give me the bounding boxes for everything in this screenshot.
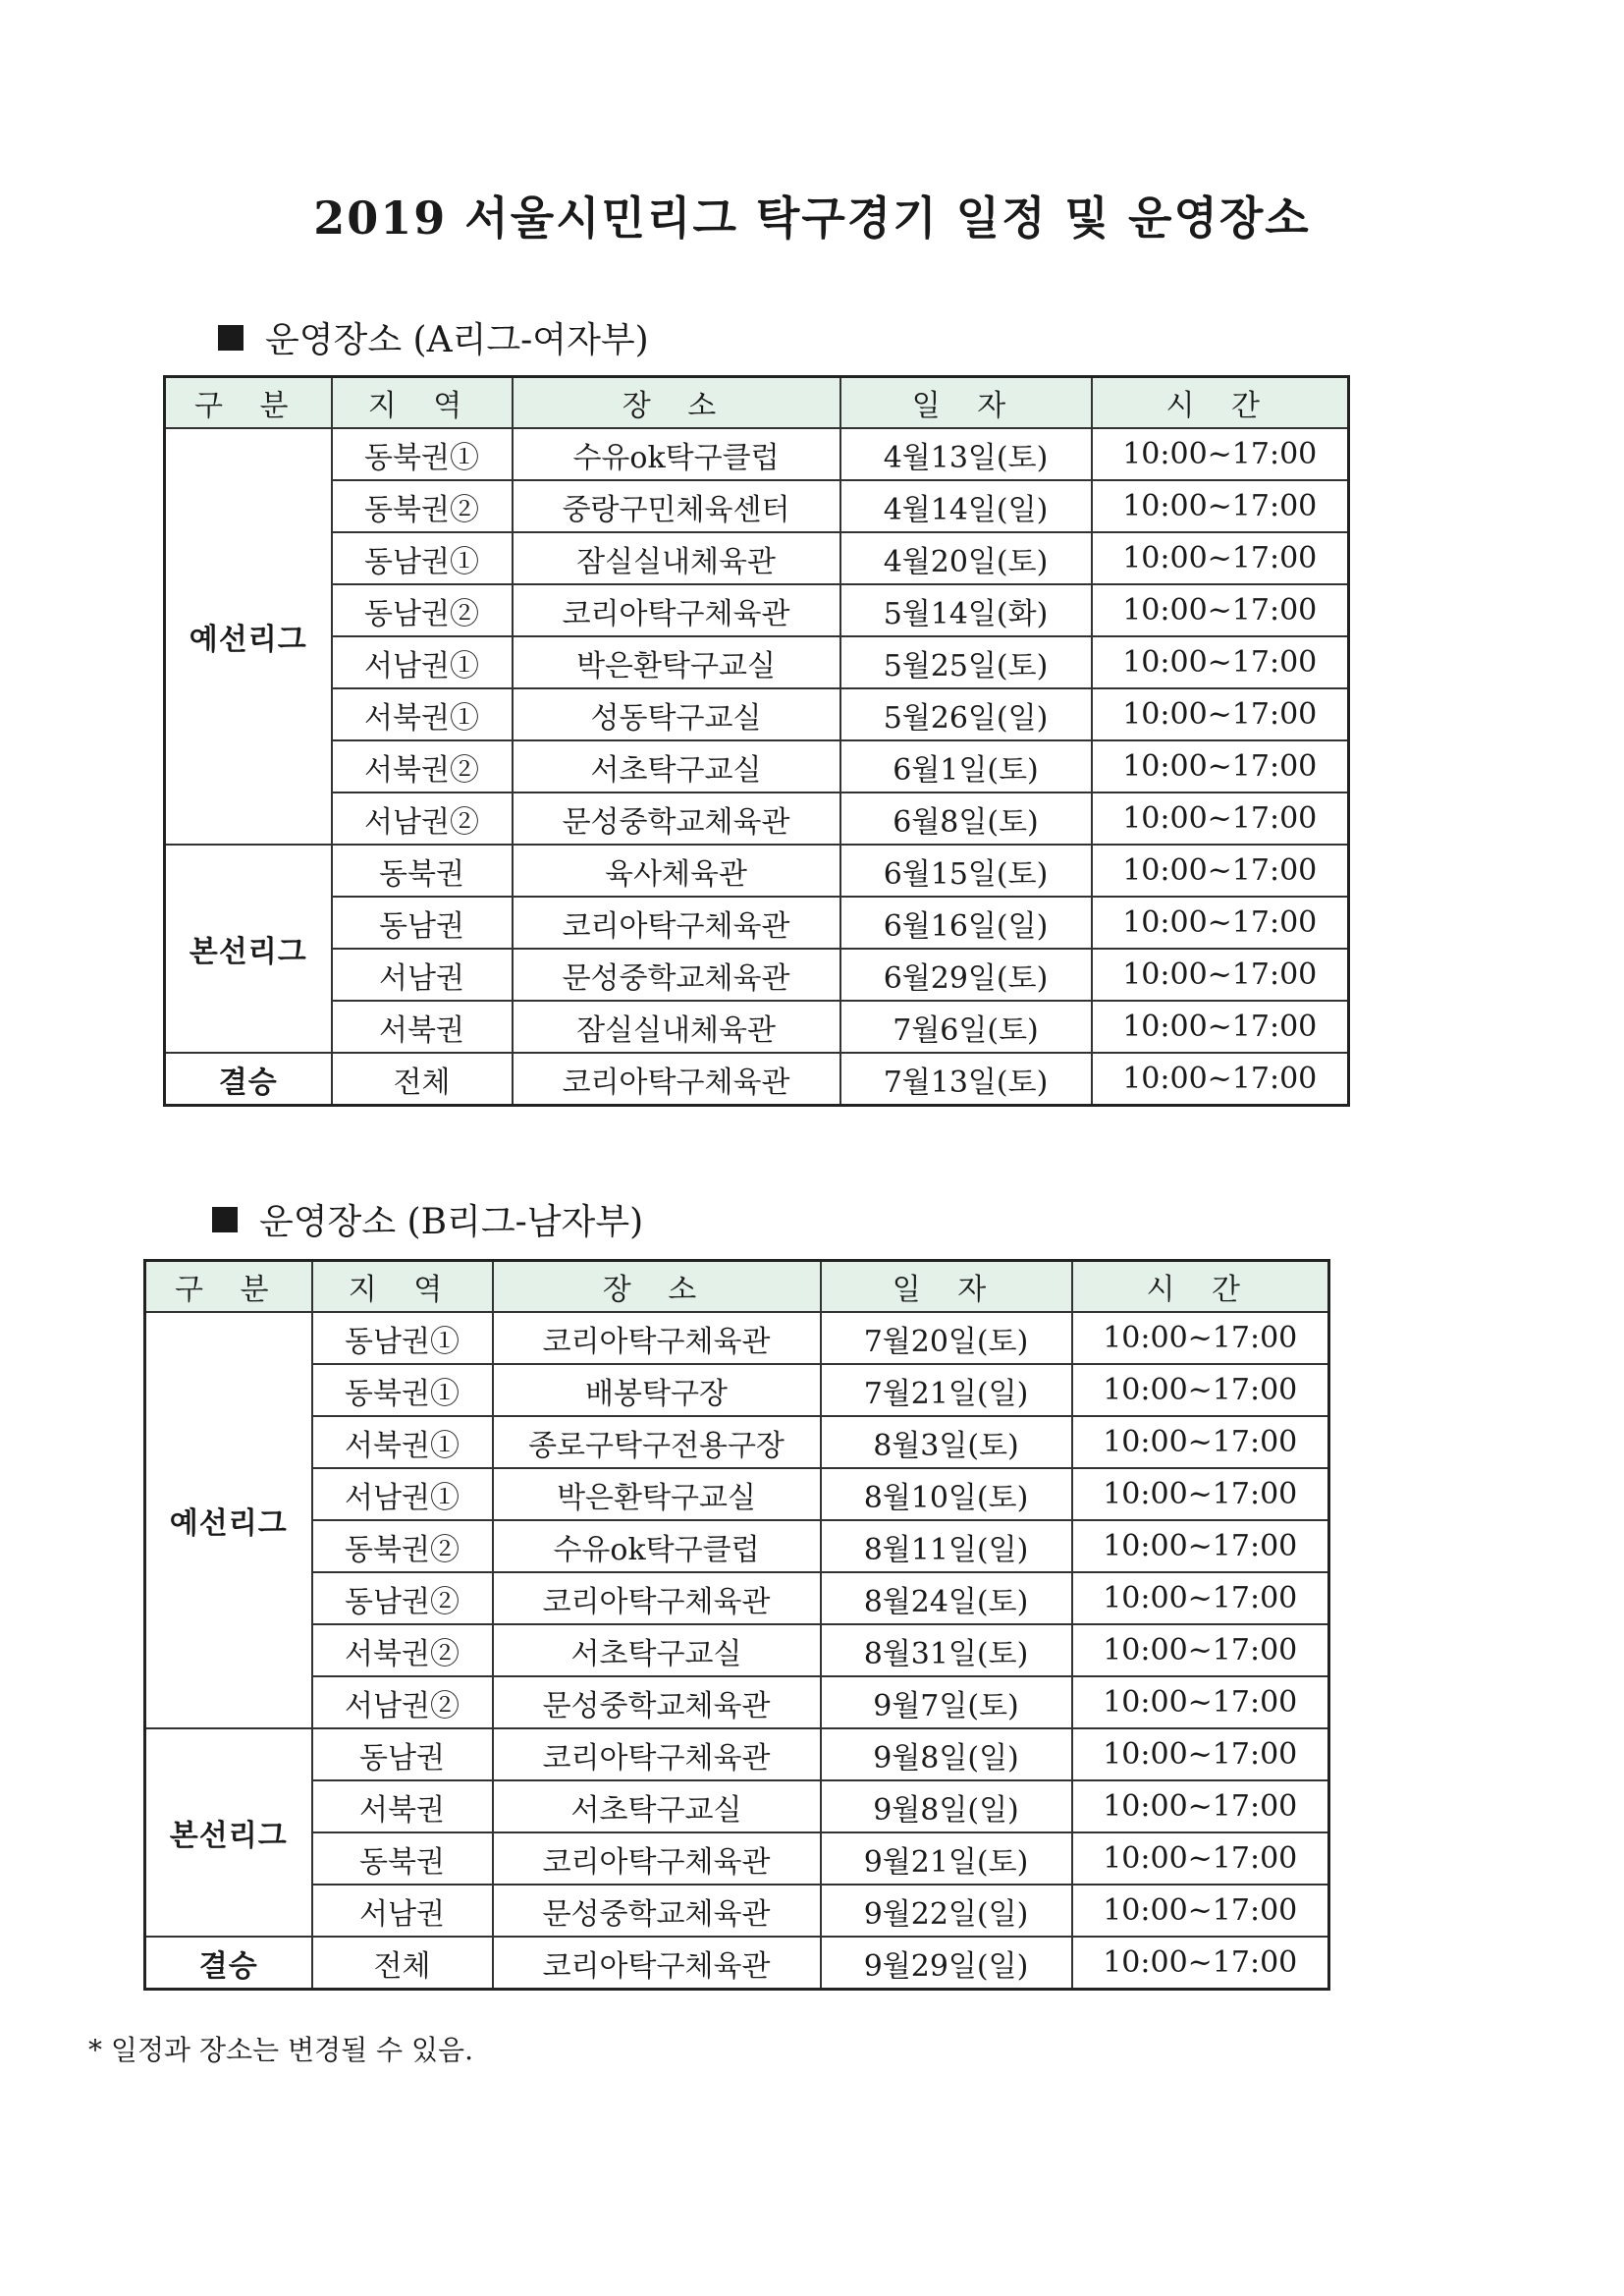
square-bullet-icon — [212, 1207, 238, 1232]
venue-cell: 박은환탁구교실 — [493, 1468, 821, 1520]
group-label: 본선리그 — [145, 1728, 312, 1937]
header-date: 일 자 — [821, 1261, 1072, 1313]
section-heading-a — [218, 312, 649, 362]
region-cell: 서북권 — [332, 1001, 513, 1053]
group-label: 본선리그 — [165, 845, 332, 1053]
region-cell: 동남권 — [312, 1728, 493, 1780]
time-cell: 10:00~17:00 — [1092, 949, 1349, 1001]
date-cell: 4월20일(토) — [840, 532, 1092, 584]
time-cell: 10:00~17:00 — [1092, 584, 1349, 636]
region-cell: 서남권① — [332, 636, 513, 688]
time-cell: 10:00~17:00 — [1092, 428, 1349, 480]
region-cell: 동남권② — [332, 584, 513, 636]
region-cell: 동북권② — [312, 1520, 493, 1572]
date-cell: 9월7일(토) — [821, 1676, 1072, 1728]
footnote: * 일정과 장소는 변경될 수 있음. — [88, 2034, 473, 2066]
date-cell: 9월29일(일) — [821, 1937, 1072, 1990]
date-cell: 6월1일(토) — [840, 740, 1092, 793]
table-row — [165, 428, 1349, 480]
region-cell: 서북권① — [312, 1416, 493, 1468]
venue-cell: 코리아탁구체육관 — [513, 897, 840, 949]
table-row — [165, 584, 1349, 636]
header-venue: 장 소 — [493, 1261, 821, 1313]
table-row — [165, 688, 1349, 740]
venue-cell: 서초탁구교실 — [493, 1624, 821, 1676]
table-header-row — [145, 1261, 1329, 1313]
region-cell: 동남권② — [312, 1572, 493, 1624]
date-cell: 9월8일(일) — [821, 1728, 1072, 1780]
table-row — [145, 1520, 1329, 1572]
date-cell: 6월29일(토) — [840, 949, 1092, 1001]
header-time: 시 간 — [1072, 1261, 1329, 1313]
venue-cell: 박은환탁구교실 — [513, 636, 840, 688]
table-row — [145, 1728, 1329, 1780]
header-category: 구 분 — [145, 1261, 312, 1313]
table-row — [165, 845, 1349, 897]
schedule-table-a — [163, 375, 1350, 1107]
region-cell: 서북권② — [332, 740, 513, 793]
venue-cell: 육사체육관 — [513, 845, 840, 897]
date-cell: 6월16일(일) — [840, 897, 1092, 949]
table-row — [145, 1676, 1329, 1728]
section-heading-b — [212, 1194, 643, 1244]
venue-cell: 종로구탁구전용구장 — [493, 1416, 821, 1468]
venue-cell: 코리아탁구체육관 — [513, 584, 840, 636]
date-cell: 9월22일(일) — [821, 1885, 1072, 1937]
date-cell: 8월24일(토) — [821, 1572, 1072, 1624]
region-cell: 전체 — [312, 1937, 493, 1990]
table-row — [145, 1312, 1329, 1364]
time-cell: 10:00~17:00 — [1072, 1624, 1329, 1676]
section-heading-a-text: 운영장소 (A리그-여자부) — [265, 320, 649, 360]
venue-cell: 수유ok탁구클럽 — [493, 1520, 821, 1572]
time-cell: 10:00~17:00 — [1072, 1312, 1329, 1364]
time-cell: 10:00~17:00 — [1072, 1885, 1329, 1937]
region-cell: 서남권② — [332, 793, 513, 845]
table-row — [145, 1780, 1329, 1832]
date-cell: 8월3일(토) — [821, 1416, 1072, 1468]
section-heading-b-text: 운영장소 (B리그-남자부) — [259, 1202, 644, 1242]
header-region: 지 역 — [312, 1261, 493, 1313]
time-cell: 10:00~17:00 — [1072, 1728, 1329, 1780]
date-cell: 8월11일(일) — [821, 1520, 1072, 1572]
venue-cell: 코리아탁구체육관 — [493, 1572, 821, 1624]
time-cell: 10:00~17:00 — [1072, 1364, 1329, 1416]
time-cell: 10:00~17:00 — [1092, 480, 1349, 532]
table-row — [145, 1364, 1329, 1416]
table-row — [145, 1572, 1329, 1624]
table-row — [165, 1053, 1349, 1106]
header-date: 일 자 — [840, 377, 1092, 429]
region-cell: 동북권 — [312, 1832, 493, 1885]
venue-cell: 성동탁구교실 — [513, 688, 840, 740]
header-time: 시 간 — [1092, 377, 1349, 429]
time-cell: 10:00~17:00 — [1092, 740, 1349, 793]
table-row — [165, 480, 1349, 532]
venue-cell: 수유ok탁구클럽 — [513, 428, 840, 480]
group-label: 예선리그 — [145, 1312, 312, 1728]
date-cell: 5월14일(화) — [840, 584, 1092, 636]
date-cell: 4월14일(일) — [840, 480, 1092, 532]
table-row — [165, 897, 1349, 949]
region-cell: 서북권 — [312, 1780, 493, 1832]
date-cell: 7월6일(토) — [840, 1001, 1092, 1053]
table-row — [145, 1624, 1329, 1676]
venue-cell: 코리아탁구체육관 — [493, 1728, 821, 1780]
venue-cell: 문성중학교체육관 — [513, 793, 840, 845]
header-category: 구 분 — [165, 377, 332, 429]
time-cell: 10:00~17:00 — [1092, 1053, 1349, 1106]
date-cell: 6월15일(토) — [840, 845, 1092, 897]
time-cell: 10:00~17:00 — [1072, 1416, 1329, 1468]
region-cell: 동남권 — [332, 897, 513, 949]
venue-cell: 코리아탁구체육관 — [493, 1937, 821, 1990]
page-title: 2019 서울시민리그 탁구경기 일정 및 운영장소 — [313, 191, 1311, 245]
region-cell: 동북권② — [332, 480, 513, 532]
region-cell: 동남권① — [332, 532, 513, 584]
group-label: 예선리그 — [165, 428, 332, 845]
venue-cell: 문성중학교체육관 — [493, 1885, 821, 1937]
time-cell: 10:00~17:00 — [1092, 845, 1349, 897]
date-cell: 6월8일(토) — [840, 793, 1092, 845]
region-cell: 서남권① — [312, 1468, 493, 1520]
region-cell: 서남권 — [332, 949, 513, 1001]
venue-cell: 코리아탁구체육관 — [493, 1312, 821, 1364]
region-cell: 서북권② — [312, 1624, 493, 1676]
time-cell: 10:00~17:00 — [1072, 1780, 1329, 1832]
region-cell: 서북권① — [332, 688, 513, 740]
time-cell: 10:00~17:00 — [1072, 1832, 1329, 1885]
region-cell: 서남권② — [312, 1676, 493, 1728]
table-row — [145, 1468, 1329, 1520]
date-cell: 4월13일(토) — [840, 428, 1092, 480]
date-cell: 5월25일(토) — [840, 636, 1092, 688]
date-cell: 9월8일(일) — [821, 1780, 1072, 1832]
table-row — [145, 1885, 1329, 1937]
time-cell: 10:00~17:00 — [1072, 1520, 1329, 1572]
region-cell: 동북권① — [332, 428, 513, 480]
time-cell: 10:00~17:00 — [1092, 793, 1349, 845]
table-row — [165, 949, 1349, 1001]
time-cell: 10:00~17:00 — [1072, 1676, 1329, 1728]
venue-cell: 문성중학교체육관 — [493, 1676, 821, 1728]
group-label: 결승 — [145, 1937, 312, 1990]
venue-cell: 서초탁구교실 — [493, 1780, 821, 1832]
venue-cell: 문성중학교체육관 — [513, 949, 840, 1001]
time-cell: 10:00~17:00 — [1072, 1937, 1329, 1990]
table-row — [165, 1001, 1349, 1053]
venue-cell: 코리아탁구체육관 — [493, 1832, 821, 1885]
time-cell: 10:00~17:00 — [1092, 897, 1349, 949]
venue-cell: 코리아탁구체육관 — [513, 1053, 840, 1106]
date-cell: 7월13일(토) — [840, 1053, 1092, 1106]
table-row — [165, 793, 1349, 845]
table-row — [165, 740, 1349, 793]
time-cell: 10:00~17:00 — [1092, 636, 1349, 688]
date-cell: 9월21일(토) — [821, 1832, 1072, 1885]
date-cell: 8월31일(토) — [821, 1624, 1072, 1676]
venue-cell: 잠실실내체육관 — [513, 1001, 840, 1053]
region-cell: 동북권① — [312, 1364, 493, 1416]
venue-cell: 배봉탁구장 — [493, 1364, 821, 1416]
time-cell: 10:00~17:00 — [1092, 1001, 1349, 1053]
venue-cell: 서초탁구교실 — [513, 740, 840, 793]
header-venue: 장 소 — [513, 377, 840, 429]
date-cell: 7월20일(토) — [821, 1312, 1072, 1364]
region-cell: 전체 — [332, 1053, 513, 1106]
time-cell: 10:00~17:00 — [1092, 688, 1349, 740]
time-cell: 10:00~17:00 — [1092, 532, 1349, 584]
region-cell: 동북권 — [332, 845, 513, 897]
date-cell: 7월21일(일) — [821, 1364, 1072, 1416]
table-row — [165, 636, 1349, 688]
table-row — [145, 1937, 1329, 1990]
venue-cell: 잠실실내체육관 — [513, 532, 840, 584]
table-row — [145, 1416, 1329, 1468]
schedule-table-b — [143, 1259, 1330, 1991]
table-row — [145, 1832, 1329, 1885]
date-cell: 5월26일(일) — [840, 688, 1092, 740]
header-region: 지 역 — [332, 377, 513, 429]
venue-cell: 중랑구민체육센터 — [513, 480, 840, 532]
table-row — [165, 532, 1349, 584]
time-cell: 10:00~17:00 — [1072, 1572, 1329, 1624]
region-cell: 서남권 — [312, 1885, 493, 1937]
date-cell: 8월10일(토) — [821, 1468, 1072, 1520]
square-bullet-icon — [218, 325, 244, 351]
region-cell: 동남권① — [312, 1312, 493, 1364]
group-label: 결승 — [165, 1053, 332, 1106]
time-cell: 10:00~17:00 — [1072, 1468, 1329, 1520]
table-header-row — [165, 377, 1349, 429]
